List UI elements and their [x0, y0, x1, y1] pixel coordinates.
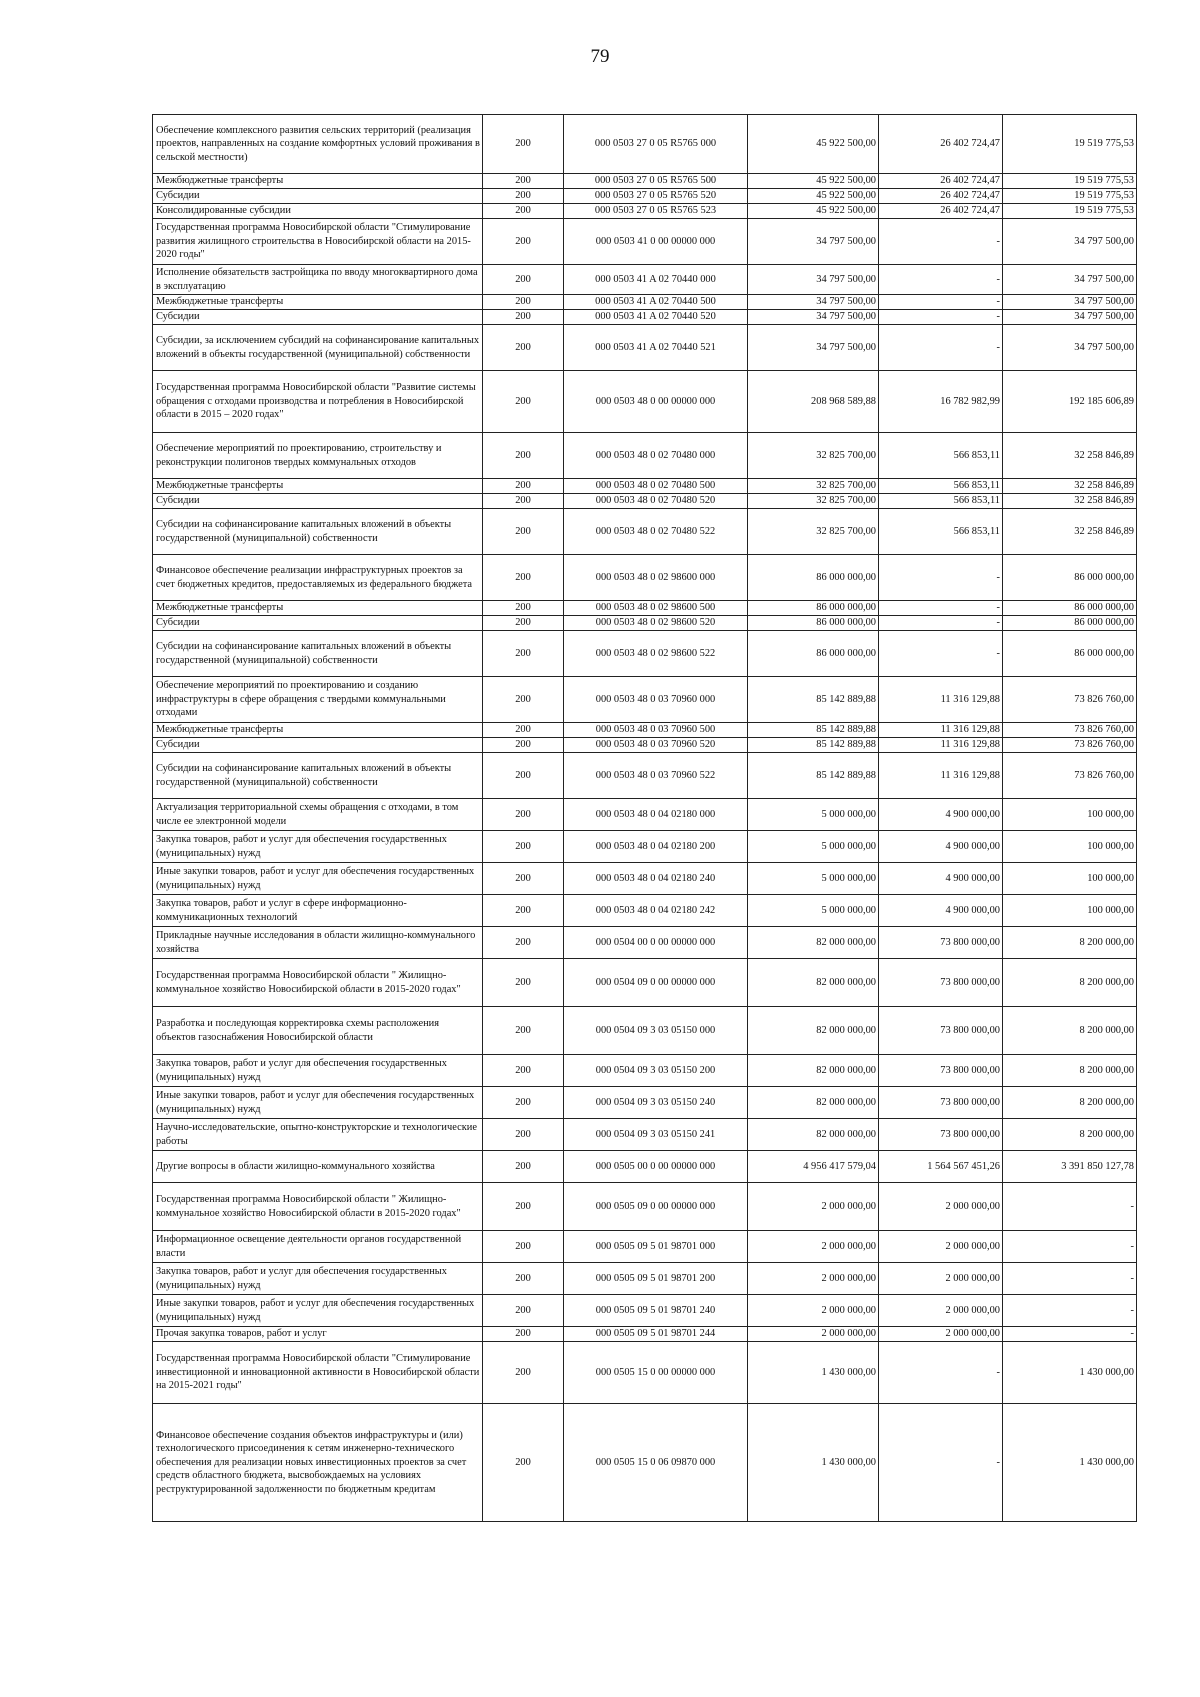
row-name-cell: Государственная программа Новосибирской области " Жилищно-коммунальное хозяйство Новосибирской области в 2015-2020 годах" — [153, 959, 483, 1007]
row-classification-cell: 000 0504 09 3 03 05150 240 — [564, 1087, 748, 1119]
row-name-cell: Обеспечение комплексного развития сельских территорий (реализация проектов, направленных на создание комфортных условий проживания в сельской местности) — [153, 115, 483, 174]
row-executed-amount-cell: - — [879, 631, 1003, 677]
page-number: 79 — [590, 46, 610, 67]
row-name-cell: Субсидии — [153, 738, 483, 753]
row-unexecuted-amount-cell: 8 200 000,00 — [1003, 927, 1137, 959]
row-assigned-amount-cell: 1 430 000,00 — [748, 1404, 879, 1522]
row-name-cell: Обеспечение мероприятий по проектированию, строительству и реконструкции полигонов твердых коммунальных отходов — [153, 433, 483, 479]
row-assigned-amount-cell: 2 000 000,00 — [748, 1295, 879, 1327]
row-executed-amount-cell: - — [879, 601, 1003, 616]
table-row — [153, 799, 1137, 831]
row-name-cell: Информационное освещение деятельности органов государственной власти — [153, 1231, 483, 1263]
row-name-cell: Прикладные научные исследования в области жилищно-коммунального хозяйства — [153, 927, 483, 959]
row-classification-cell: 000 0503 48 0 04 02180 240 — [564, 863, 748, 895]
row-classification-cell: 000 0505 09 5 01 98701 240 — [564, 1295, 748, 1327]
row-name-cell: Субсидии, за исключением субсидий на софинансирование капитальных вложений в объекты государственной (муниципальной) собственности — [153, 325, 483, 371]
table-row — [153, 616, 1137, 631]
row-name-cell: Государственная программа Новосибирской области "Стимулирование развития жилищного строительства в Новосибирской области на 2015-2020 годы" — [153, 219, 483, 265]
row-code-cell: 200 — [483, 325, 564, 371]
row-assigned-amount-cell: 45 922 500,00 — [748, 204, 879, 219]
row-classification-cell: 000 0503 48 0 02 98600 000 — [564, 555, 748, 601]
row-unexecuted-amount-cell: 86 000 000,00 — [1003, 631, 1137, 677]
row-name-cell: Финансовое обеспечение реализации инфраструктурных проектов за счет бюджетных кредитов, предоставляемых из федерального бюджета — [153, 555, 483, 601]
row-executed-amount-cell: 4 900 000,00 — [879, 863, 1003, 895]
row-classification-cell: 000 0505 09 5 01 98701 244 — [564, 1327, 748, 1342]
row-assigned-amount-cell: 5 000 000,00 — [748, 863, 879, 895]
row-classification-cell: 000 0503 41 0 00 00000 000 — [564, 219, 748, 265]
row-code-cell: 200 — [483, 433, 564, 479]
row-code-cell: 200 — [483, 509, 564, 555]
row-unexecuted-amount-cell: 34 797 500,00 — [1003, 310, 1137, 325]
budget-table-body — [153, 115, 1137, 1522]
row-executed-amount-cell: 2 000 000,00 — [879, 1263, 1003, 1295]
table-row — [153, 174, 1137, 189]
row-name-cell: Научно-исследовательские, опытно-конструкторские и технологические работы — [153, 1119, 483, 1151]
row-name-cell: Иные закупки товаров, работ и услуг для обеспечения государственных (муниципальных) нужд — [153, 863, 483, 895]
row-classification-cell: 000 0505 09 5 01 98701 200 — [564, 1263, 748, 1295]
row-code-cell: 200 — [483, 189, 564, 204]
row-code-cell: 200 — [483, 204, 564, 219]
row-classification-cell: 000 0503 48 0 02 70480 000 — [564, 433, 748, 479]
row-classification-cell: 000 0503 48 0 03 70960 522 — [564, 753, 748, 799]
row-code-cell: 200 — [483, 1007, 564, 1055]
row-executed-amount-cell: 4 900 000,00 — [879, 895, 1003, 927]
row-name-cell: Закупка товаров, работ и услуг для обеспечения государственных (муниципальных) нужд — [153, 831, 483, 863]
row-unexecuted-amount-cell: 8 200 000,00 — [1003, 1007, 1137, 1055]
row-code-cell: 200 — [483, 265, 564, 295]
row-name-cell: Иные закупки товаров, работ и услуг для обеспечения государственных (муниципальных) нужд — [153, 1295, 483, 1327]
row-code-cell: 200 — [483, 174, 564, 189]
row-name-cell: Межбюджетные трансферты — [153, 174, 483, 189]
table-row — [153, 1342, 1137, 1404]
row-assigned-amount-cell: 85 142 889,88 — [748, 677, 879, 723]
row-assigned-amount-cell: 34 797 500,00 — [748, 265, 879, 295]
row-code-cell: 200 — [483, 1404, 564, 1522]
row-assigned-amount-cell: 86 000 000,00 — [748, 616, 879, 631]
row-unexecuted-amount-cell: - — [1003, 1231, 1137, 1263]
row-code-cell: 200 — [483, 631, 564, 677]
table-row — [153, 601, 1137, 616]
row-assigned-amount-cell: 86 000 000,00 — [748, 601, 879, 616]
row-code-cell: 200 — [483, 371, 564, 433]
row-classification-cell: 000 0503 48 0 00 00000 000 — [564, 371, 748, 433]
row-unexecuted-amount-cell: 86 000 000,00 — [1003, 601, 1137, 616]
table-row — [153, 1183, 1137, 1231]
row-unexecuted-amount-cell: 73 826 760,00 — [1003, 738, 1137, 753]
row-code-cell: 200 — [483, 494, 564, 509]
row-executed-amount-cell: - — [879, 555, 1003, 601]
row-executed-amount-cell: 26 402 724,47 — [879, 189, 1003, 204]
row-executed-amount-cell: 11 316 129,88 — [879, 753, 1003, 799]
row-unexecuted-amount-cell: 100 000,00 — [1003, 799, 1137, 831]
row-classification-cell: 000 0503 48 0 02 70480 520 — [564, 494, 748, 509]
row-assigned-amount-cell: 5 000 000,00 — [748, 799, 879, 831]
row-code-cell: 200 — [483, 555, 564, 601]
row-assigned-amount-cell: 34 797 500,00 — [748, 219, 879, 265]
row-executed-amount-cell: 26 402 724,47 — [879, 204, 1003, 219]
row-classification-cell: 000 0505 15 0 06 09870 000 — [564, 1404, 748, 1522]
row-executed-amount-cell: - — [879, 219, 1003, 265]
row-code-cell: 200 — [483, 723, 564, 738]
row-unexecuted-amount-cell: 73 826 760,00 — [1003, 677, 1137, 723]
row-unexecuted-amount-cell: 19 519 775,53 — [1003, 189, 1137, 204]
table-row — [153, 1007, 1137, 1055]
row-code-cell: 200 — [483, 115, 564, 174]
row-executed-amount-cell: 2 000 000,00 — [879, 1327, 1003, 1342]
row-code-cell: 200 — [483, 799, 564, 831]
table-row — [153, 115, 1137, 174]
row-name-cell: Государственная программа Новосибирской области " Жилищно-коммунальное хозяйство Новосибирской области в 2015-2020 годах" — [153, 1183, 483, 1231]
row-classification-cell: 000 0503 48 0 04 02180 200 — [564, 831, 748, 863]
row-code-cell: 200 — [483, 1183, 564, 1231]
row-executed-amount-cell: 73 800 000,00 — [879, 927, 1003, 959]
row-executed-amount-cell: - — [879, 295, 1003, 310]
row-assigned-amount-cell: 85 142 889,88 — [748, 723, 879, 738]
row-classification-cell: 000 0505 15 0 00 00000 000 — [564, 1342, 748, 1404]
row-classification-cell: 000 0503 41 A 02 70440 521 — [564, 325, 748, 371]
row-unexecuted-amount-cell: 32 258 846,89 — [1003, 494, 1137, 509]
row-classification-cell: 000 0503 48 0 03 70960 520 — [564, 738, 748, 753]
row-code-cell: 200 — [483, 616, 564, 631]
row-assigned-amount-cell: 82 000 000,00 — [748, 927, 879, 959]
row-code-cell: 200 — [483, 895, 564, 927]
row-classification-cell: 000 0504 09 3 03 05150 000 — [564, 1007, 748, 1055]
row-name-cell: Субсидии — [153, 310, 483, 325]
row-unexecuted-amount-cell: 3 391 850 127,78 — [1003, 1151, 1137, 1183]
row-name-cell: Субсидии на софинансирование капитальных вложений в объекты государственной (муниципальной) собственности — [153, 753, 483, 799]
row-classification-cell: 000 0503 27 0 05 R5765 000 — [564, 115, 748, 174]
row-unexecuted-amount-cell: - — [1003, 1327, 1137, 1342]
row-name-cell: Межбюджетные трансферты — [153, 295, 483, 310]
row-unexecuted-amount-cell: 1 430 000,00 — [1003, 1342, 1137, 1404]
row-assigned-amount-cell: 32 825 700,00 — [748, 479, 879, 494]
row-assigned-amount-cell: 34 797 500,00 — [748, 295, 879, 310]
row-executed-amount-cell: 73 800 000,00 — [879, 1119, 1003, 1151]
table-row — [153, 325, 1137, 371]
table-row — [153, 494, 1137, 509]
table-row — [153, 310, 1137, 325]
row-assigned-amount-cell: 86 000 000,00 — [748, 555, 879, 601]
row-code-cell: 200 — [483, 831, 564, 863]
row-assigned-amount-cell: 32 825 700,00 — [748, 433, 879, 479]
row-executed-amount-cell: 4 900 000,00 — [879, 831, 1003, 863]
table-row — [153, 1055, 1137, 1087]
table-row — [153, 677, 1137, 723]
row-executed-amount-cell: 26 402 724,47 — [879, 174, 1003, 189]
row-executed-amount-cell: - — [879, 265, 1003, 295]
row-name-cell: Другие вопросы в области жилищно-коммунального хозяйства — [153, 1151, 483, 1183]
table-row — [153, 1404, 1137, 1522]
row-executed-amount-cell: - — [879, 1342, 1003, 1404]
row-unexecuted-amount-cell: 19 519 775,53 — [1003, 204, 1137, 219]
row-unexecuted-amount-cell: 100 000,00 — [1003, 831, 1137, 863]
row-classification-cell: 000 0503 48 0 03 70960 000 — [564, 677, 748, 723]
row-name-cell: Межбюджетные трансферты — [153, 723, 483, 738]
row-assigned-amount-cell: 85 142 889,88 — [748, 738, 879, 753]
row-classification-cell: 000 0503 48 0 04 02180 000 — [564, 799, 748, 831]
row-assigned-amount-cell: 1 430 000,00 — [748, 1342, 879, 1404]
row-unexecuted-amount-cell: 100 000,00 — [1003, 863, 1137, 895]
row-unexecuted-amount-cell: 19 519 775,53 — [1003, 174, 1137, 189]
table-row — [153, 863, 1137, 895]
row-code-cell: 200 — [483, 927, 564, 959]
row-code-cell: 200 — [483, 1055, 564, 1087]
row-assigned-amount-cell: 2 000 000,00 — [748, 1327, 879, 1342]
row-assigned-amount-cell: 208 968 589,88 — [748, 371, 879, 433]
row-name-cell: Субсидии на софинансирование капитальных вложений в объекты государственной (муниципальной) собственности — [153, 509, 483, 555]
row-unexecuted-amount-cell: - — [1003, 1295, 1137, 1327]
row-executed-amount-cell: 11 316 129,88 — [879, 738, 1003, 753]
row-name-cell: Субсидии — [153, 189, 483, 204]
row-classification-cell: 000 0503 41 A 02 70440 520 — [564, 310, 748, 325]
table-row — [153, 1263, 1137, 1295]
row-name-cell: Консолидированные субсидии — [153, 204, 483, 219]
row-executed-amount-cell: 16 782 982,99 — [879, 371, 1003, 433]
row-classification-cell: 000 0503 27 0 05 R5765 500 — [564, 174, 748, 189]
row-unexecuted-amount-cell: - — [1003, 1183, 1137, 1231]
row-unexecuted-amount-cell: 100 000,00 — [1003, 895, 1137, 927]
row-executed-amount-cell: 73 800 000,00 — [879, 1007, 1003, 1055]
row-code-cell: 200 — [483, 295, 564, 310]
row-unexecuted-amount-cell: 34 797 500,00 — [1003, 325, 1137, 371]
row-executed-amount-cell: 566 853,11 — [879, 433, 1003, 479]
table-row — [153, 219, 1137, 265]
table-row — [153, 189, 1137, 204]
row-unexecuted-amount-cell: 32 258 846,89 — [1003, 433, 1137, 479]
row-unexecuted-amount-cell: 34 797 500,00 — [1003, 265, 1137, 295]
row-assigned-amount-cell: 82 000 000,00 — [748, 959, 879, 1007]
row-code-cell: 200 — [483, 1119, 564, 1151]
row-classification-cell: 000 0504 09 0 00 00000 000 — [564, 959, 748, 1007]
row-classification-cell: 000 0505 09 0 00 00000 000 — [564, 1183, 748, 1231]
row-assigned-amount-cell: 85 142 889,88 — [748, 753, 879, 799]
row-unexecuted-amount-cell: 86 000 000,00 — [1003, 555, 1137, 601]
table-row — [153, 895, 1137, 927]
row-assigned-amount-cell: 32 825 700,00 — [748, 494, 879, 509]
row-name-cell: Субсидии на софинансирование капитальных вложений в объекты государственной (муниципальной) собственности — [153, 631, 483, 677]
row-classification-cell: 000 0504 00 0 00 00000 000 — [564, 927, 748, 959]
row-code-cell: 200 — [483, 310, 564, 325]
row-name-cell: Исполнение обязательств застройщика по вводу многоквартирного дома в эксплуатацию — [153, 265, 483, 295]
row-classification-cell: 000 0505 00 0 00 00000 000 — [564, 1151, 748, 1183]
row-assigned-amount-cell: 2 000 000,00 — [748, 1231, 879, 1263]
row-assigned-amount-cell: 32 825 700,00 — [748, 509, 879, 555]
table-row — [153, 831, 1137, 863]
table-row — [153, 753, 1137, 799]
row-assigned-amount-cell: 34 797 500,00 — [748, 310, 879, 325]
row-executed-amount-cell: 2 000 000,00 — [879, 1295, 1003, 1327]
row-name-cell: Государственная программа Новосибирской области "Стимулирование инвестиционной и инновационной активности в Новосибирской области на 2015-2021 годы" — [153, 1342, 483, 1404]
row-name-cell: Закупка товаров, работ и услуг для обеспечения государственных (муниципальных) нужд — [153, 1055, 483, 1087]
row-classification-cell: 000 0503 27 0 05 R5765 520 — [564, 189, 748, 204]
table-row — [153, 371, 1137, 433]
row-unexecuted-amount-cell: 73 826 760,00 — [1003, 723, 1137, 738]
row-code-cell: 200 — [483, 1295, 564, 1327]
row-unexecuted-amount-cell: 34 797 500,00 — [1003, 295, 1137, 310]
row-assigned-amount-cell: 2 000 000,00 — [748, 1183, 879, 1231]
row-classification-cell: 000 0503 41 A 02 70440 000 — [564, 265, 748, 295]
table-row — [153, 433, 1137, 479]
table-row — [153, 1151, 1137, 1183]
row-executed-amount-cell: 4 900 000,00 — [879, 799, 1003, 831]
budget-table — [152, 114, 1137, 1522]
row-name-cell: Межбюджетные трансферты — [153, 479, 483, 494]
row-unexecuted-amount-cell: - — [1003, 1263, 1137, 1295]
row-assigned-amount-cell: 82 000 000,00 — [748, 1055, 879, 1087]
row-code-cell: 200 — [483, 1087, 564, 1119]
row-assigned-amount-cell: 82 000 000,00 — [748, 1119, 879, 1151]
table-row — [153, 1119, 1137, 1151]
row-code-cell: 200 — [483, 1342, 564, 1404]
row-executed-amount-cell: 1 564 567 451,26 — [879, 1151, 1003, 1183]
row-classification-cell: 000 0503 48 0 03 70960 500 — [564, 723, 748, 738]
row-name-cell: Актуализация территориальной схемы обращения с отходами, в том числе ее электронной модели — [153, 799, 483, 831]
row-code-cell: 200 — [483, 601, 564, 616]
row-code-cell: 200 — [483, 738, 564, 753]
row-assigned-amount-cell: 5 000 000,00 — [748, 895, 879, 927]
table-row — [153, 1327, 1137, 1342]
row-unexecuted-amount-cell: 1 430 000,00 — [1003, 1404, 1137, 1522]
table-row — [153, 1087, 1137, 1119]
row-code-cell: 200 — [483, 1151, 564, 1183]
row-executed-amount-cell: 566 853,11 — [879, 509, 1003, 555]
row-name-cell: Разработка и последующая корректировка схемы расположения объектов газоснабжения Новосибирской области — [153, 1007, 483, 1055]
row-executed-amount-cell: 2 000 000,00 — [879, 1183, 1003, 1231]
table-row — [153, 631, 1137, 677]
table-row — [153, 295, 1137, 310]
row-unexecuted-amount-cell: 34 797 500,00 — [1003, 219, 1137, 265]
row-assigned-amount-cell: 45 922 500,00 — [748, 174, 879, 189]
table-row — [153, 479, 1137, 494]
row-name-cell: Обеспечение мероприятий по проектированию и созданию инфраструктуры в сфере обращения с твердыми коммунальными отходами — [153, 677, 483, 723]
row-classification-cell: 000 0503 48 0 02 98600 522 — [564, 631, 748, 677]
row-classification-cell: 000 0503 41 A 02 70440 500 — [564, 295, 748, 310]
row-executed-amount-cell: 566 853,11 — [879, 479, 1003, 494]
row-unexecuted-amount-cell: 19 519 775,53 — [1003, 115, 1137, 174]
row-assigned-amount-cell: 45 922 500,00 — [748, 115, 879, 174]
row-code-cell: 200 — [483, 677, 564, 723]
table-row — [153, 265, 1137, 295]
row-name-cell: Закупка товаров, работ и услуг для обеспечения государственных (муниципальных) нужд — [153, 1263, 483, 1295]
row-code-cell: 200 — [483, 219, 564, 265]
row-classification-cell: 000 0504 09 3 03 05150 241 — [564, 1119, 748, 1151]
table-row — [153, 738, 1137, 753]
row-unexecuted-amount-cell: 32 258 846,89 — [1003, 479, 1137, 494]
row-name-cell: Субсидии — [153, 494, 483, 509]
row-assigned-amount-cell: 82 000 000,00 — [748, 1007, 879, 1055]
row-executed-amount-cell: - — [879, 325, 1003, 371]
row-assigned-amount-cell: 2 000 000,00 — [748, 1263, 879, 1295]
row-classification-cell: 000 0503 48 0 02 98600 520 — [564, 616, 748, 631]
row-unexecuted-amount-cell: 8 200 000,00 — [1003, 1119, 1137, 1151]
row-executed-amount-cell: 2 000 000,00 — [879, 1231, 1003, 1263]
row-name-cell: Межбюджетные трансферты — [153, 601, 483, 616]
row-code-cell: 200 — [483, 1327, 564, 1342]
row-unexecuted-amount-cell: 192 185 606,89 — [1003, 371, 1137, 433]
table-row — [153, 723, 1137, 738]
row-executed-amount-cell: - — [879, 1404, 1003, 1522]
row-executed-amount-cell: 73 800 000,00 — [879, 1087, 1003, 1119]
row-name-cell: Субсидии — [153, 616, 483, 631]
row-unexecuted-amount-cell: 8 200 000,00 — [1003, 1055, 1137, 1087]
row-classification-cell: 000 0503 48 0 04 02180 242 — [564, 895, 748, 927]
row-assigned-amount-cell: 45 922 500,00 — [748, 189, 879, 204]
row-executed-amount-cell: 566 853,11 — [879, 494, 1003, 509]
row-classification-cell: 000 0503 48 0 02 70480 500 — [564, 479, 748, 494]
row-unexecuted-amount-cell: 73 826 760,00 — [1003, 753, 1137, 799]
row-classification-cell: 000 0503 48 0 02 70480 522 — [564, 509, 748, 555]
row-code-cell: 200 — [483, 959, 564, 1007]
table-row — [153, 927, 1137, 959]
row-code-cell: 200 — [483, 1263, 564, 1295]
row-name-cell: Прочая закупка товаров, работ и услуг — [153, 1327, 483, 1342]
row-code-cell: 200 — [483, 863, 564, 895]
row-name-cell: Финансовое обеспечение создания объектов инфраструктуры и (или) технологического присоединения к сетям инженерно-технического обеспечения для реализации новых инвестиционных проектов за счет средств областного бюджета, высвобождаемых на условиях реструктурированной задолженности по бюджетным кредитам — [153, 1404, 483, 1522]
table-row — [153, 1295, 1137, 1327]
row-classification-cell: 000 0504 09 3 03 05150 200 — [564, 1055, 748, 1087]
row-code-cell: 200 — [483, 753, 564, 799]
row-executed-amount-cell: 26 402 724,47 — [879, 115, 1003, 174]
row-unexecuted-amount-cell: 8 200 000,00 — [1003, 959, 1137, 1007]
row-assigned-amount-cell: 34 797 500,00 — [748, 325, 879, 371]
row-executed-amount-cell: 73 800 000,00 — [879, 1055, 1003, 1087]
table-row — [153, 204, 1137, 219]
row-classification-cell: 000 0503 48 0 02 98600 500 — [564, 601, 748, 616]
row-executed-amount-cell: - — [879, 616, 1003, 631]
row-executed-amount-cell: - — [879, 310, 1003, 325]
row-assigned-amount-cell: 5 000 000,00 — [748, 831, 879, 863]
row-name-cell: Государственная программа Новосибирской области "Развитие системы обращения с отходами производства и потребления в Новосибирской области в 2015 – 2020 годах" — [153, 371, 483, 433]
row-code-cell: 200 — [483, 1231, 564, 1263]
table-row — [153, 1231, 1137, 1263]
row-assigned-amount-cell: 82 000 000,00 — [748, 1087, 879, 1119]
row-assigned-amount-cell: 4 956 417 579,04 — [748, 1151, 879, 1183]
row-code-cell: 200 — [483, 479, 564, 494]
row-executed-amount-cell: 73 800 000,00 — [879, 959, 1003, 1007]
table-row — [153, 509, 1137, 555]
row-assigned-amount-cell: 86 000 000,00 — [748, 631, 879, 677]
row-classification-cell: 000 0505 09 5 01 98701 000 — [564, 1231, 748, 1263]
row-name-cell: Иные закупки товаров, работ и услуг для обеспечения государственных (муниципальных) нужд — [153, 1087, 483, 1119]
row-name-cell: Закупка товаров, работ и услуг в сфере информационно-коммуникационных технологий — [153, 895, 483, 927]
row-unexecuted-amount-cell: 32 258 846,89 — [1003, 509, 1137, 555]
row-classification-cell: 000 0503 27 0 05 R5765 523 — [564, 204, 748, 219]
table-row — [153, 555, 1137, 601]
row-unexecuted-amount-cell: 86 000 000,00 — [1003, 616, 1137, 631]
row-executed-amount-cell: 11 316 129,88 — [879, 723, 1003, 738]
row-unexecuted-amount-cell: 8 200 000,00 — [1003, 1087, 1137, 1119]
row-executed-amount-cell: 11 316 129,88 — [879, 677, 1003, 723]
table-row — [153, 959, 1137, 1007]
